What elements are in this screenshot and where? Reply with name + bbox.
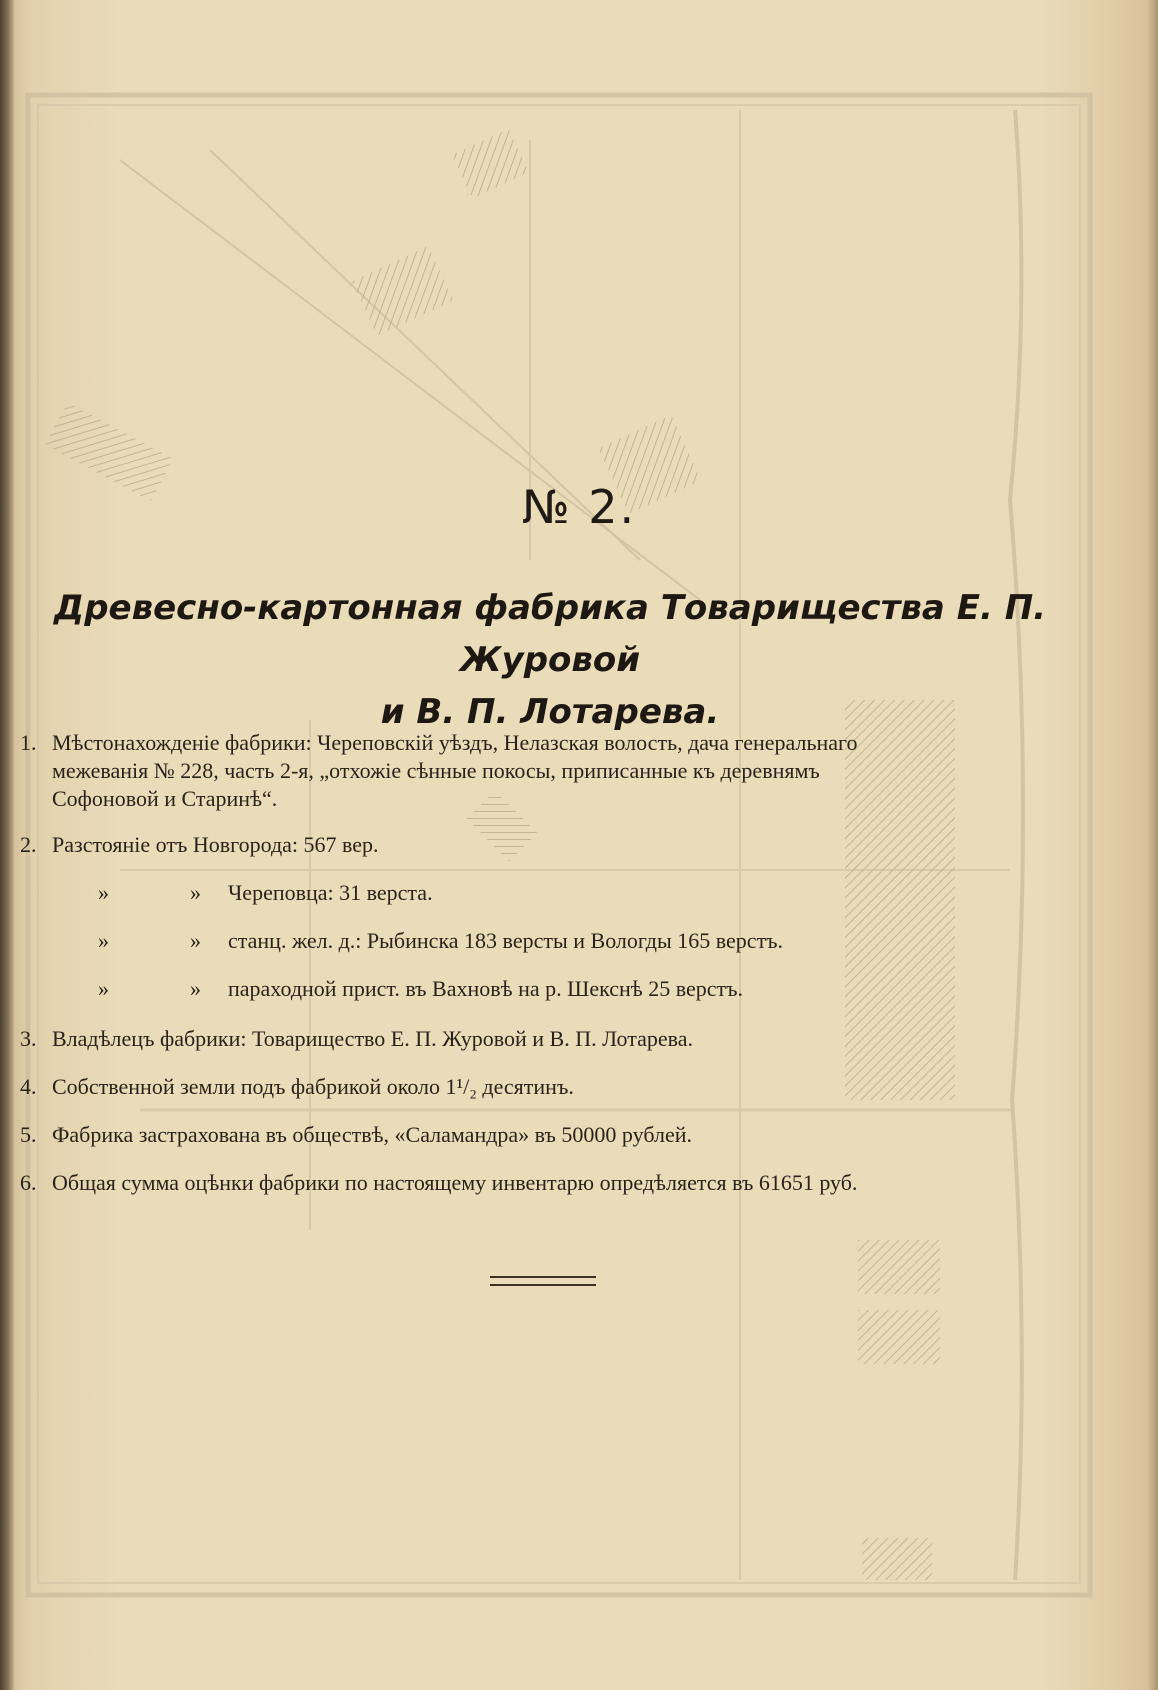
item-number: 6. xyxy=(20,1170,37,1195)
ditto-mark: » xyxy=(98,928,109,953)
item-number: 5. xyxy=(20,1122,37,1147)
item-text-line: межеванія № 228, часть 2-я, „отхожіе сѣнные покосы, приписанные къ деревнямъ xyxy=(52,758,820,783)
item-number: 3. xyxy=(20,1026,37,1051)
subitem-text: станц. жел. д.: Рыбинска 183 версты и Вологды 165 верстъ. xyxy=(228,928,784,953)
item-text-line: Софоновой и Старинѣ“. xyxy=(52,786,278,811)
item-number: 1. xyxy=(20,730,37,755)
ditto-mark: » xyxy=(98,976,109,1001)
item-text-line: Разстояніе отъ Новгорода: 567 вер. xyxy=(52,832,379,857)
item-number: 2. xyxy=(20,832,37,857)
ditto-mark: » xyxy=(190,976,201,1001)
ditto-mark: » xyxy=(190,928,201,953)
document-number: № 2. xyxy=(521,480,637,534)
item-text-line: Фабрика застрахована въ обществѣ, «Саламандра» въ 50000 рублей. xyxy=(52,1122,692,1147)
item-number: 4. xyxy=(20,1074,37,1099)
item-text-line: Собственной земли подъ фабрикой около 1¹/₂ десятинъ. xyxy=(52,1074,574,1099)
item-text-line: Мѣстонахожденіе фабрики: Череповскій уѣздъ, Нелазская волость, дача генеральнаго xyxy=(52,730,858,755)
title-line-2: и В. П. Лотарева. xyxy=(380,692,720,732)
item-text-line: Общая сумма оцѣнки фабрики по настоящему инвентарю опредѣляется въ 61651 руб. xyxy=(52,1170,858,1195)
title-line-1: Древесно-картонная фабрика Товарищества Е. П. Журовой xyxy=(53,588,1047,680)
document-title xyxy=(20,582,1080,738)
ditto-mark: » xyxy=(98,880,109,905)
ditto-mark: » xyxy=(190,880,201,905)
item-text-line: Владѣлецъ фабрики: Товарищество Е. П. Журовой и В. П. Лотарева. xyxy=(52,1026,693,1051)
closing-double-rule xyxy=(490,1276,596,1286)
subitem-text: Череповца: 31 верста. xyxy=(228,880,433,905)
subitem-text: параходной прист. въ Вахновѣ на р. Шекснѣ 25 верстъ. xyxy=(228,976,744,1001)
